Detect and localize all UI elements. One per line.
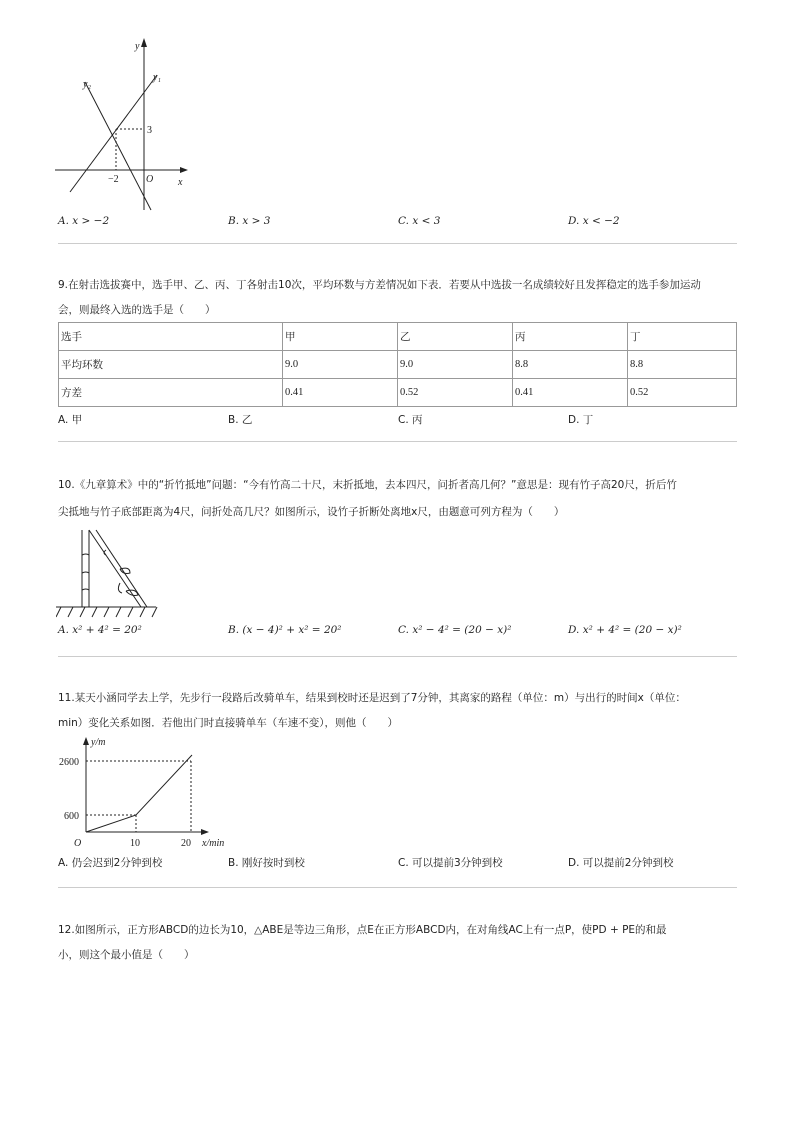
table-row xyxy=(59,351,737,379)
table-cell: 0.41 xyxy=(283,379,398,407)
q10-option-a[interactable]: A. x² + 4² = 20² xyxy=(58,624,142,636)
q10-option-d[interactable]: D. x² + 4² = (20 − x)² xyxy=(568,624,682,636)
q11-option-d[interactable]: D. 可以提前2分钟到校 xyxy=(568,857,674,869)
q8-option-b[interactable]: B. x > 3 xyxy=(228,215,271,227)
y1-label: y₁ xyxy=(153,72,161,83)
q8-option-a[interactable]: A. x > −2 xyxy=(58,215,110,227)
q11-option-a[interactable]: A. 仍会迟到2分钟到校 xyxy=(58,857,163,869)
q10-option-b[interactable]: B. (x − 4)² + x² = 20² xyxy=(228,624,342,636)
q11-text-line2: min）变化关系如图．若他出门时直接骑单车（车速不变），则他（ ） xyxy=(58,717,399,729)
q9-option-a[interactable]: A. 甲 xyxy=(58,414,83,426)
tick-neg2: −2 xyxy=(108,174,119,185)
divider xyxy=(58,887,737,888)
x-axis-label: x xyxy=(178,177,183,188)
table-cell: 选手 xyxy=(59,323,283,351)
divider xyxy=(58,656,737,657)
q11-option-b[interactable]: B. 刚好按时到校 xyxy=(228,857,305,869)
origin-label: O xyxy=(74,838,82,849)
x-axis-label: x/min xyxy=(202,838,225,849)
y-axis-label: y xyxy=(135,41,140,52)
q11-option-c[interactable]: C. 可以提前3分钟到校 xyxy=(398,857,503,869)
y-axis-label: y/m xyxy=(91,737,106,748)
q9-text-line1: 9.在射击选拔赛中，选手甲、乙、丙、丁各射击10次，平均环数与方差情况如下表．若要从中选拔一名成绩较好且发挥稳定的选手参加运动 xyxy=(58,279,701,291)
q9-table xyxy=(58,322,737,407)
divider xyxy=(58,243,737,244)
table-cell: 9.0 xyxy=(398,351,513,379)
q9-option-c[interactable]: C. 丙 xyxy=(398,414,423,426)
q11-distance-time-graph xyxy=(55,735,235,850)
table-cell: 丙 xyxy=(513,323,628,351)
divider xyxy=(58,441,737,442)
table-cell: 甲 xyxy=(283,323,398,351)
table-cell: 8.8 xyxy=(513,351,628,379)
tick-10: 10 xyxy=(130,838,140,849)
table-cell: 0.41 xyxy=(513,379,628,407)
tick-3: 3 xyxy=(147,125,152,136)
q10-text-line1: 10.《九章算术》中的“折竹抵地”问题：“今有竹高二十尺，末折抵地，去本四尺，问折者高几何？”意思是：现有竹子高20尺，折后竹 xyxy=(58,479,677,491)
q8-line-graph xyxy=(55,35,195,215)
table-row xyxy=(59,379,737,407)
q12-text-line2: 小，则这个最小值是（ ） xyxy=(58,949,195,961)
q8-option-c[interactable]: C. x < 3 xyxy=(398,215,441,227)
q8-option-d[interactable]: D. x < −2 xyxy=(568,215,620,227)
bamboo-figure xyxy=(56,525,166,620)
table-cell: 8.8 xyxy=(628,351,737,379)
y2-label: y₂ xyxy=(83,79,91,90)
tick-600: 600 xyxy=(64,811,79,822)
table-cell: 方差 xyxy=(59,379,283,407)
table-cell: 乙 xyxy=(398,323,513,351)
q12-text-line1: 12.如图所示，正方形ABCD的边长为10，△ABE是等边三角形，点E在正方形ABCD内，在对角线AC上有一点P，使PD + PE的和最 xyxy=(58,924,667,936)
table-cell: 平均环数 xyxy=(59,351,283,379)
q10-option-c[interactable]: C. x² − 4² = (20 − x)² xyxy=(398,624,512,636)
q9-text-line2: 会，则最终入选的选手是（ ） xyxy=(58,304,216,316)
table-cell: 9.0 xyxy=(283,351,398,379)
tick-2600: 2600 xyxy=(59,757,79,768)
q9-option-b[interactable]: B. 乙 xyxy=(228,414,253,426)
table-cell: 丁 xyxy=(628,323,737,351)
table-cell: 0.52 xyxy=(398,379,513,407)
origin-label: O xyxy=(146,174,154,185)
tick-20: 20 xyxy=(181,838,191,849)
q9-option-d[interactable]: D. 丁 xyxy=(568,414,594,426)
q11-text-line1: 11.某天小涵同学去上学，先步行一段路后改骑单车，结果到校时还是迟到了7分钟，其离家的路程（单位：m）与出行的时间x（单位： xyxy=(58,692,686,704)
table-row xyxy=(59,323,737,351)
q10-text-line2: 尖抵地与竹子底部距离为4尺，问折处高几尺？如图所示，设竹子折断处离地x尺，由题意可列方程为（ ） xyxy=(58,506,565,518)
table-cell: 0.52 xyxy=(628,379,737,407)
